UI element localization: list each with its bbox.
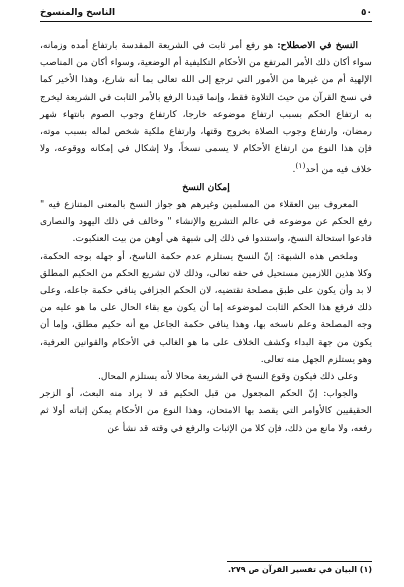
- body-text: [40, 37, 372, 437]
- footnote-rule: [227, 561, 372, 562]
- page-number: ٥٠: [361, 8, 372, 18]
- paragraph: وملخص هذه الشبهة: إنّ النسخ يستلزم عدم حكمة الناسخ، أو جهله بوجه الحكمة، وكلا هذين اللازمين مستحيل في حقه تعالى، وذلك لان تشريع الحكم من الحكيم المطلق لا بد وأن يكون على طبق مصلحة تقتضيه، لان الحكم الجزافي ينافي حكمة جاعله، وعلى ذلك فرفع هذا الحكم الثابت لموضوعه إما أن يكون مع بقاء الحال على ما هو عليه من وجه المصلحة وعلم ناسخه بها، وهذا ينافي حكمة الجاعل مع أنه حكيم مطلق، وإما أن يكون من جهة البداء وكشف الخلاف على ما هو الغالب في الأحكام والقوانين العرفية، وهو يستلزم الجهل منه تعالى.: [40, 250, 372, 365]
- paragraph: والجواب: إنّ الحكم المجعول من قبل الحكيم قد لا يراد منه البعث، أو الزجر الحقيقيين كالأوامر التي يقصد بها الامتحان، وهذا النوع من الأحكام يمكن إثباته أولا ثم رفعه، ولا مانع من ذلك، فإن كلا من الإثبات والرفع في وقته قد نشأ عن: [40, 388, 372, 434]
- paragraph-text: هو رفع أمر ثابت في الشريعة المقدسة بارتفاع أمده وزمانه، سواء أكان ذلك الأمر المرتفع من الأحكام التكليفية أم الوضعية، وسواء أكان من المناصب الإلهية أم من غيرها من الأمور التي ترجع إلى الله تعالى بما أنه شارع، وهذا الأخير كما في نسخ القرآن من حيث التلاوة فقط، وإنما قيدنا الرفع بالأمر الثابت في الشريعة ليخرج به ارتفاع الحكم بسبب ارتفاع موضوعه خارجا، كارتفاع وجوب الصوم بانتهاء شهر رمضان، وارتفاع وجوب الصلاة بخروج وقتها، وارتفاع ملكية شخص لماله بسبب موته، فإن هذا النوع من ارتفاع الأحكام لا يسمى نسخاً، ولا إشكال في إمكانه ووقوعه، ولا خلاف فيه من أحد: [40, 40, 372, 176]
- paragraph: وعلى ذلك فيكون وقوع النسخ في الشريعة محالا لأنه يستلزم المحال.: [97, 370, 358, 382]
- paragraph-end: .: [292, 164, 296, 176]
- paragraph: المعروف بين العقلاء من المسلمين وغيرهم هو جواز النسخ بالمعنى المتنازع فيه " رفع الحكم عن موضوعه في عالم التشريع والإنشاء " وخالف في ذلك اليهود والنصارى فادعوا استحالة النسخ، واستندوا في ذلك إلى شبهة هي أوهن من بيت العنكبوت.: [40, 198, 372, 245]
- footnote: (١) البيان في تفسير القرآن ص ٢٧٩.: [227, 565, 372, 574]
- footnote-marker: (١): [295, 161, 306, 171]
- defined-term: النسخ في الاصطلاح:: [277, 40, 358, 51]
- running-title: الناسخ والمنسوخ: [40, 8, 116, 18]
- header-rule: [40, 21, 372, 22]
- page-header: [40, 8, 372, 22]
- paragraph-definition: [40, 37, 372, 179]
- section-heading: إمكان النسخ: [182, 181, 230, 193]
